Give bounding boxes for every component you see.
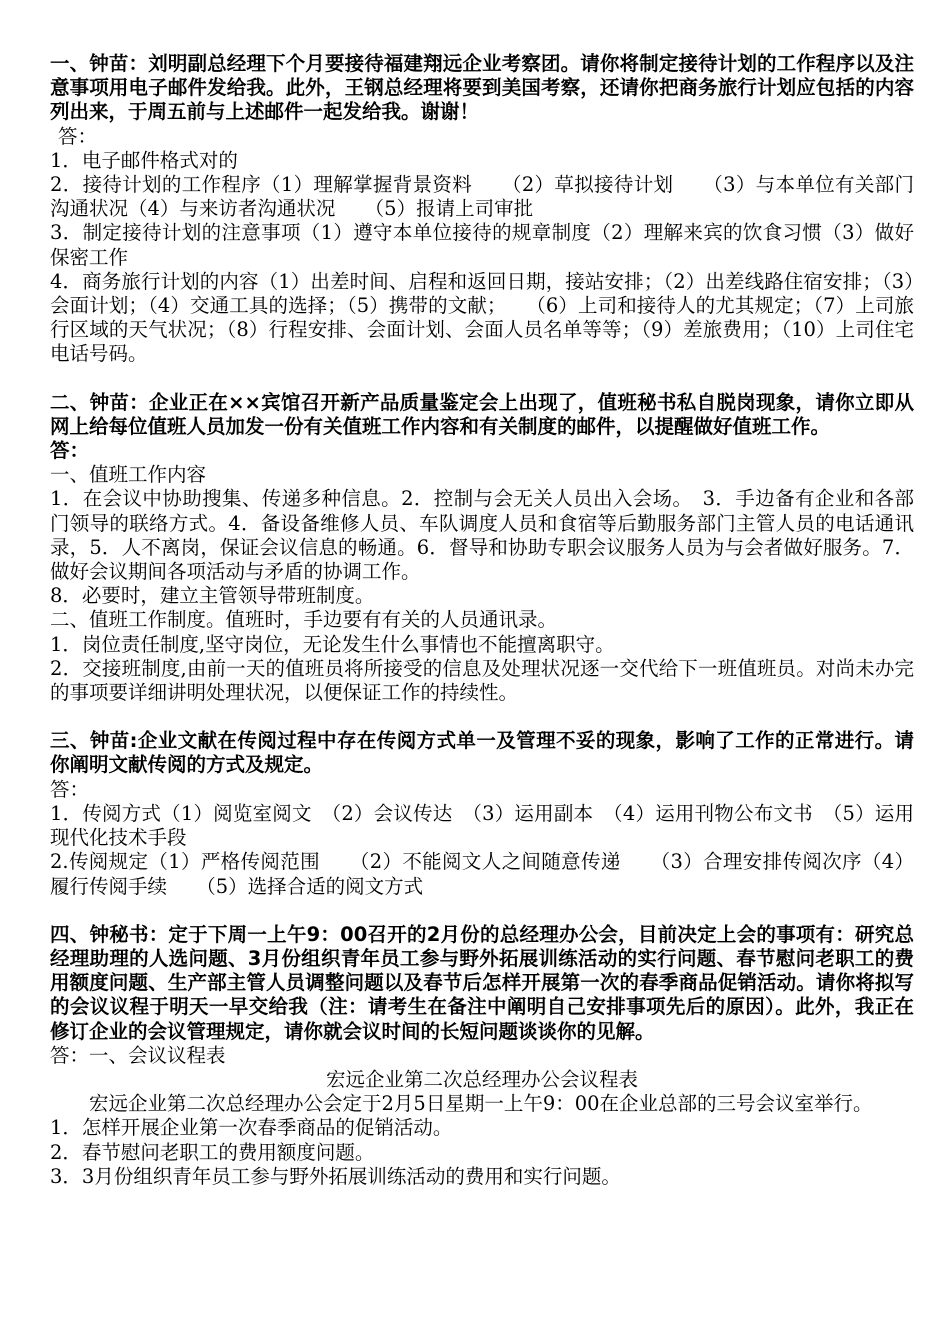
answer-4-heading: 答：一、会议议程表 [50, 1043, 226, 1067]
answer-label-1: 答： [58, 124, 98, 148]
answer-3-line-2: 2.传阅规定（1）严格传阅范围 （2）不能阅文人之间随意传递 （3）合理安排传阅次序（4）履行传阅手续 （5）选择合适的阅文方式 [50, 850, 914, 898]
agenda-title: 宏远企业第二次总经理办公会议程表 [325, 1067, 638, 1091]
answer-label-3: 答： [50, 777, 90, 801]
agenda-item-1: 1．怎样开展企业第一次春季商品的促销活动。 [50, 1116, 453, 1140]
agenda-item-2: 2．春节慰问老职工的费用额度问题。 [50, 1140, 375, 1164]
question-3: 三、钟苗:企业文献在传阅过程中存在传阅方式单一及管理不妥的现象，影响了工作的正常进行。请你阐明文献传阅的方式及规定。 [50, 729, 914, 777]
answer-label-2: 答： [50, 439, 90, 463]
question-1: 一、钟苗：刘明副总经理下个月要接待福建翔远企业考察团。请你将制定接待计划的工作程序以及注意事项用电子邮件发给我。此外，王钢总经理将要到美国考察，还请你把商务旅行计划应包括的内容列出来，于周五前与上述邮件一起发给我。谢谢！ [50, 52, 914, 124]
question-2: 二、钟苗：企业正在××宾馆召开新产品质量鉴定会上出现了，值班秘书私自脱岗现象，请你立即从网上给每位值班人员加发一份有关值班工作内容和有关制度的邮件，以提醒做好值班工作。 [50, 390, 914, 438]
agenda-item-3: 3．3月份组织青年员工参与野外拓展训练活动的费用和实行问题。 [50, 1164, 621, 1188]
answer-2-line-1: 一、值班工作内容 [50, 463, 207, 487]
answer-2-line-4: 二、值班工作制度。值班时，手边要有有关的人员通讯录。 [50, 608, 558, 632]
answer-2-line-2: 1．在会议中协助搜集、传递多种信息。2．控制与会无关人员出入会场。 3．手边备有企业和各部门领导的联络方式。4．备设备维修人员、车队调度人员和食宿等后勤服务部门主管人员的电话通讯录，5．人不离岗，保证会议信息的畅通。6．督导和协助专职会议服务人员为与会者做好服务。7．做好会议期间各项活动与矛盾的协调工作。 [50, 487, 914, 584]
answer-1-line-3: 3．制定接待计划的注意事项（1）遵守本单位接待的规章制度（2）理解来宾的饮食习惯（3）做好保密工作 [50, 221, 914, 269]
answer-1-line-4: 4．商务旅行计划的内容（1）出差时间、启程和返回日期，接站安排；（2）出差线路住宿安排；（3）会面计划；（4）交通工具的选择；（5）携带的文献； （6）上司和接待人的尤其规定；（7）上司旅行区域的天气状况；（8）行程安排、会面计划、会面人员名单等等；（9）差旅费用；（10）上司住宅电话号码。 [50, 269, 914, 366]
section-gap [50, 899, 914, 923]
answer-1-line-2: 2．接待计划的工作程序（1）理解掌握背景资料 （2）草拟接待计划 （3）与本单位有关部门沟通状况（4）与来访者沟通状况 （5）报请上司审批 [50, 173, 914, 221]
question-4: 四、钟秘书：定于下周一上午9：00召开的2月份的总经理办公会，目前决定上会的事项有：研究总经理助理的人选问题、3月份组织青年员工参与野外拓展训练活动的实行问题、春节慰问老职工的费用额度问题、生产部主管人员调整问题以及春节后怎样开展第一次的春季商品促销活动。请你将拟写的会议议程于明天一早交给我（注：请考生在备注中阐明自己安排事项先后的原因）。此外，我正在修订企业的会议管理规定，请你就会议时间的长短问题谈谈你的见解。 [50, 922, 914, 1043]
agenda-intro: 宏远企业第二次总经理办公会定于2月5日星期一上午9：00在企业总部的三号会议室举行。 [89, 1092, 873, 1116]
section-gap [50, 367, 914, 391]
answer-1-line-1: 1．电子邮件格式对的 [50, 148, 238, 172]
section-gap [50, 705, 914, 729]
answer-2-line-3: 8．必要时，建立主管领导带班制度。 [50, 584, 375, 608]
answer-2-line-5: 1．岗位责任制度,坚守岗位，无论发生什么事情也不能擅离职守。 [50, 632, 615, 656]
answer-2-line-6: 2．交接班制度,由前一天的值班员将所接受的信息及处理状况逐一交代给下一班值班员。对尚未办完的事项要详细讲明处理状况，以便保证工作的持续性。 [50, 656, 914, 705]
answer-3-line-1: 1．传阅方式（1）阅览室阅文 （2）会议传达 （3）运用副本 （4）运用刊物公布文书 （5）运用现代化技术手段 [50, 801, 914, 850]
